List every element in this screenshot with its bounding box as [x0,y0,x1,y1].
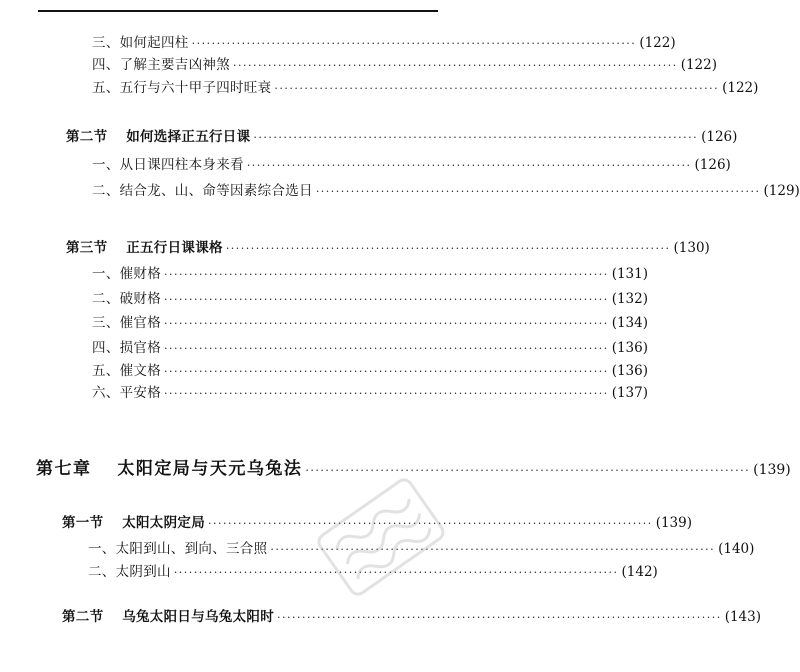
toc-entry-page: (126) [694,157,731,173]
toc-section-entry[interactable] [62,514,693,533]
toc-entry-page: (122) [722,80,759,96]
dot-leader: ························································································· [164,268,609,281]
toc-section-title: 第三节 正五行日课课格 [66,240,223,256]
toc-entry-page: (139) [753,462,791,478]
dot-leader: ························································································· [191,37,637,50]
toc-entry-title: 三、如何起四柱 [92,35,189,51]
toc-entry-page: (142) [621,564,658,580]
toc-entry-page: (132) [611,291,649,307]
dot-leader: ························································································· [225,242,671,255]
toc-entry-page: (122) [639,35,676,51]
toc-section-entry[interactable] [66,239,710,258]
toc-entry[interactable] [88,540,755,559]
dot-leader: ························································································· [253,131,699,144]
toc-entry-page: (143) [724,609,762,625]
dot-leader: ························································································· [277,611,722,624]
toc-entry-title: 六、平安格 [92,385,161,401]
dot-leader: ························································································· [164,365,609,378]
toc-entry-page: (122) [680,57,718,73]
dot-leader: ························································································· [164,293,609,306]
dot-leader: ························································································· [164,317,609,330]
toc-entry-page: (136) [611,363,649,379]
toc-entry-title: 一、从日课四柱本身来看 [92,157,244,173]
toc-section-entry[interactable] [62,608,762,627]
toc-entry[interactable] [92,34,676,53]
toc-entry-page: (139) [655,515,693,531]
toc-entry-page: (137) [611,385,649,401]
toc-entry-title: 四、损官格 [92,340,161,356]
toc-entry-title: 一、催财格 [92,266,161,282]
toc-entry-page: (126) [701,129,738,145]
toc-entry-title: 四、了解主要吉凶神煞 [92,57,230,73]
dot-leader: ························································································· [164,342,609,355]
seal-watermark [306,462,456,612]
toc-entry[interactable] [92,362,649,381]
dot-leader: ························································································· [274,82,720,95]
toc-entry[interactable] [92,79,759,98]
toc-entry[interactable] [92,339,649,358]
toc-entry-page: (134) [611,315,649,331]
dot-leader: ························································································· [315,185,761,198]
toc-entry-page: (136) [611,340,649,356]
toc-section-entry[interactable] [66,128,738,147]
toc-entry[interactable] [92,56,718,75]
toc-entry[interactable] [92,290,649,309]
toc-entry-page: (130) [673,240,710,256]
toc-section-title: 第二节 如何选择正五行日课 [66,129,251,145]
toc-section-title: 第一节 太阳太阴定局 [62,515,205,531]
toc-chapter-title: 第七章 太阳定局与天元乌兔法 [36,459,303,479]
toc-entry[interactable] [92,156,731,175]
dot-leader: ························································································· [246,159,692,172]
dot-leader: ························································································· [164,387,609,400]
toc-chapter-entry[interactable] [36,458,791,482]
dot-leader: ························································································· [233,59,678,72]
toc-entry-title: 二、破财格 [92,291,161,307]
toc-entry-title: 五、催文格 [92,363,161,379]
toc-entry-title: 一、太阳到山、到向、三合照 [88,541,268,557]
toc-entry-title: 五、五行与六十甲子四时旺衰 [92,80,272,96]
header-rule [38,10,438,12]
toc-entry-page: (131) [611,266,649,282]
toc-entry[interactable] [92,265,649,284]
dot-leader: ························································································· [208,517,653,530]
toc-entry[interactable] [92,182,800,201]
toc-entry-page: (129) [763,183,800,199]
dot-leader: ························································································· [305,464,751,477]
toc-entry-page: (140) [718,541,755,557]
toc-entry[interactable] [92,314,649,333]
toc-entry[interactable] [88,563,658,582]
toc-entry-title: 二、结合龙、山、命等因素综合选日 [92,183,313,199]
toc-entry-title: 三、催官格 [92,315,161,331]
toc-section-title: 第二节 乌兔太阳日与乌兔太阳时 [62,609,274,625]
toc-entry[interactable] [92,384,649,403]
toc-entry-title: 二、太阴到山 [88,564,171,580]
dot-leader: ························································································· [173,566,619,579]
dot-leader: ························································································· [270,543,716,556]
